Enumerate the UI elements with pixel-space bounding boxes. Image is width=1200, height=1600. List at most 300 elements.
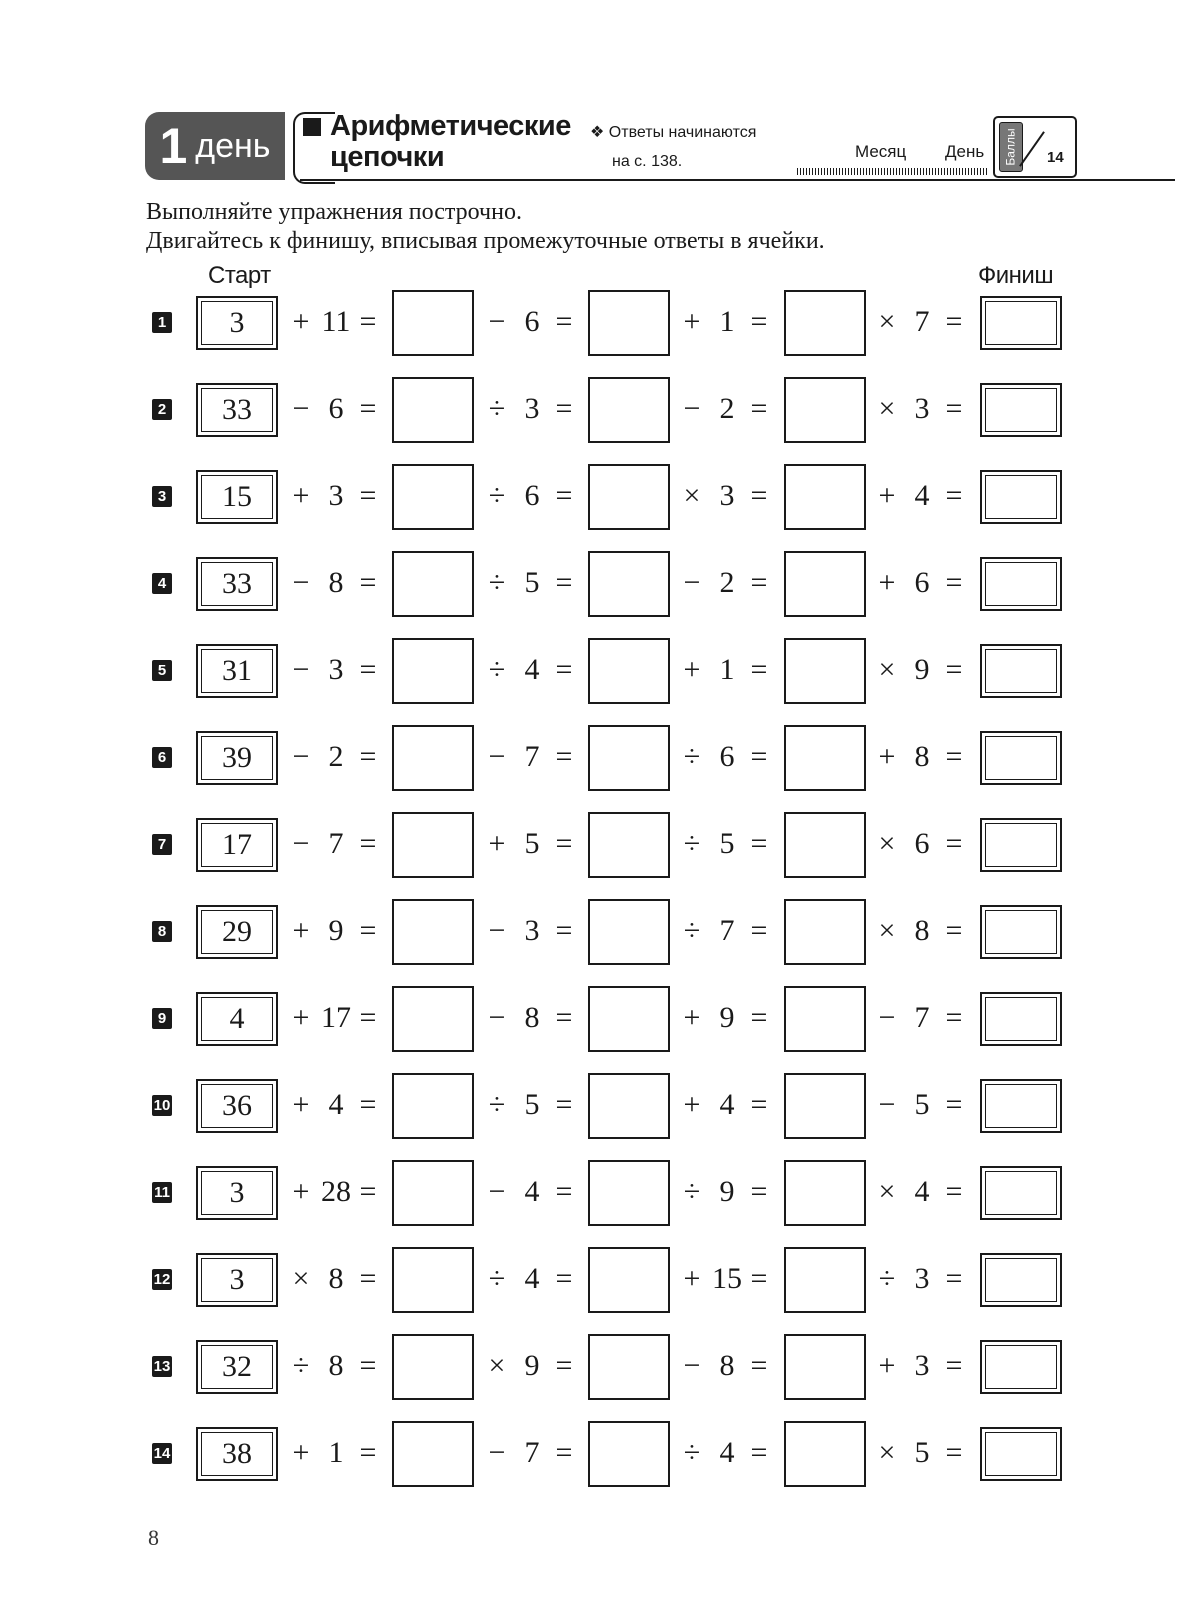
operand: 3 [914, 1349, 930, 1382]
operand: 5 [914, 1088, 930, 1121]
operation-3 [677, 650, 771, 690]
operator-symbol: − [878, 1001, 896, 1034]
operation-2 [482, 1433, 576, 1473]
row-number-badge: 14 [153, 1445, 171, 1462]
operation-2 [482, 302, 576, 342]
operator-symbol: − [683, 392, 701, 425]
answer-box-2[interactable] [588, 1334, 670, 1400]
operation-3 [677, 998, 771, 1038]
operand: 9 [524, 1349, 540, 1382]
exercise-row [0, 986, 1200, 1052]
operand: 5 [719, 827, 735, 860]
finish-answer-box[interactable] [980, 1253, 1062, 1307]
operator-symbol: − [683, 1349, 701, 1382]
operation-1 [286, 650, 380, 690]
operand: 5 [524, 1088, 540, 1121]
finish-answer-box[interactable] [980, 905, 1062, 959]
operator-symbol: + [292, 1001, 310, 1034]
operand: 3 [914, 1262, 930, 1295]
operator-symbol: + [683, 1001, 701, 1034]
equals-sign: = [359, 1175, 377, 1208]
title-line1: Арифметические [330, 110, 571, 142]
operation-1 [286, 737, 380, 777]
answer-box-2[interactable] [588, 812, 670, 878]
answer-box-2[interactable] [588, 551, 670, 617]
operation-1 [286, 302, 380, 342]
answer-box-3[interactable] [784, 290, 866, 356]
score-max: 14 [1047, 149, 1064, 166]
operand: 8 [914, 740, 930, 773]
answer-box-1[interactable] [392, 1334, 474, 1400]
operand: 5 [524, 566, 540, 599]
finish-answer-inner [985, 1432, 1057, 1476]
row-number-badge: 11 [152, 1182, 172, 1203]
answer-box-1[interactable] [392, 638, 474, 704]
operand: 5 [914, 1436, 930, 1469]
operand: 15 [712, 1262, 742, 1295]
finish-answer-inner [985, 1171, 1057, 1215]
operation-4 [872, 911, 966, 951]
equals-sign: = [750, 1001, 768, 1034]
equals-sign: = [750, 740, 768, 773]
equals-sign: = [750, 479, 768, 512]
start-value: 3 [201, 301, 273, 345]
operator-symbol: + [683, 653, 701, 686]
operand: 4 [719, 1088, 735, 1121]
finish-answer-inner [985, 562, 1057, 606]
equals-sign: = [750, 392, 768, 425]
operation-2 [482, 1259, 576, 1299]
answer-box-2[interactable] [588, 1247, 670, 1313]
equals-sign: = [359, 566, 377, 599]
row-number-badge: 5 [152, 660, 172, 681]
start-column-label: Старт [208, 262, 271, 289]
operation-2 [482, 998, 576, 1038]
operand: 17 [321, 1001, 351, 1034]
operator-symbol: ÷ [878, 1262, 896, 1295]
finish-answer-box[interactable] [980, 818, 1062, 872]
answer-box-3[interactable] [784, 464, 866, 530]
operand: 1 [719, 305, 735, 338]
operand: 2 [328, 740, 344, 773]
finish-answer-box[interactable] [980, 1340, 1062, 1394]
operation-3 [677, 1085, 771, 1125]
answer-box-1[interactable] [392, 290, 474, 356]
start-value-box [196, 383, 278, 437]
operation-3 [677, 563, 771, 603]
answer-box-1[interactable] [392, 899, 474, 965]
operand: 9 [914, 653, 930, 686]
operation-1 [286, 824, 380, 864]
start-value: 39 [201, 736, 273, 780]
operand: 8 [914, 914, 930, 947]
row-number-badge: 6 [152, 747, 172, 768]
title-line2: цепочки [330, 141, 445, 173]
operation-3 [677, 1346, 771, 1386]
answer-box-2[interactable] [588, 1160, 670, 1226]
answers-note-line2: на с. 138. [612, 153, 683, 170]
equals-sign: = [750, 914, 768, 947]
row-number-badge: 13 [153, 1358, 171, 1375]
finish-answer-inner [985, 1084, 1057, 1128]
answer-box-2[interactable] [588, 899, 670, 965]
answer-box-1[interactable] [392, 986, 474, 1052]
operand: 3 [914, 392, 930, 425]
equals-sign: = [359, 392, 377, 425]
operator-symbol: × [878, 392, 896, 425]
start-value-box [196, 1166, 278, 1220]
exercise-row [0, 725, 1200, 791]
operand: 5 [524, 827, 540, 860]
start-value: 38 [201, 1432, 273, 1476]
operand: 7 [914, 305, 930, 338]
equals-sign: = [750, 1088, 768, 1121]
operator-symbol: ÷ [683, 1175, 701, 1208]
start-value: 3 [201, 1171, 273, 1215]
finish-answer-box[interactable] [980, 731, 1062, 785]
finish-answer-inner [985, 388, 1057, 432]
answer-box-3[interactable] [784, 1421, 866, 1487]
operand: 8 [719, 1349, 735, 1382]
finish-answer-inner [985, 997, 1057, 1041]
finish-answer-box[interactable] [980, 1427, 1062, 1481]
start-value-box [196, 818, 278, 872]
operand: 4 [524, 653, 540, 686]
operator-symbol: − [292, 827, 310, 860]
operation-3 [677, 1259, 771, 1299]
operation-1 [286, 476, 380, 516]
row-number-badge: 1 [152, 312, 172, 333]
answer-box-2[interactable] [588, 986, 670, 1052]
operator-symbol: ÷ [683, 740, 701, 773]
equals-sign: = [359, 914, 377, 947]
operation-4 [872, 1433, 966, 1473]
equals-sign: = [359, 479, 377, 512]
equals-sign: = [750, 827, 768, 860]
operand: 2 [719, 392, 735, 425]
operand: 3 [719, 479, 735, 512]
operator-symbol: ÷ [488, 566, 506, 599]
operation-4 [872, 1172, 966, 1212]
answer-box-3[interactable] [784, 899, 866, 965]
start-value-box [196, 296, 278, 350]
operator-symbol: + [292, 914, 310, 947]
operation-3 [677, 389, 771, 429]
answer-box-2[interactable] [588, 1073, 670, 1139]
exercise-row [0, 812, 1200, 878]
operand: 4 [914, 1175, 930, 1208]
operator-symbol: × [878, 914, 896, 947]
answer-box-1[interactable] [392, 551, 474, 617]
operation-4 [872, 737, 966, 777]
finish-answer-inner [985, 475, 1057, 519]
score-label: Баллы [1004, 128, 1018, 166]
answer-box-2[interactable] [588, 725, 670, 791]
finish-answer-box[interactable] [980, 470, 1062, 524]
exercise-row [0, 1247, 1200, 1313]
operator-symbol: ÷ [292, 1349, 310, 1382]
operator-symbol: ÷ [488, 653, 506, 686]
operand: 8 [524, 1001, 540, 1034]
finish-answer-box[interactable] [980, 1166, 1062, 1220]
finish-answer-box[interactable] [980, 644, 1062, 698]
operand: 6 [524, 479, 540, 512]
answer-box-2[interactable] [588, 377, 670, 443]
finish-answer-box[interactable] [980, 1079, 1062, 1133]
operator-symbol: − [488, 1001, 506, 1034]
finish-answer-inner [985, 649, 1057, 693]
operand: 4 [328, 1088, 344, 1121]
exercise-row [0, 638, 1200, 704]
equals-sign: = [555, 1262, 573, 1295]
operator-symbol: + [292, 1175, 310, 1208]
operator-symbol: + [683, 1262, 701, 1295]
operator-symbol: ÷ [488, 1262, 506, 1295]
operator-symbol: + [292, 1088, 310, 1121]
operator-symbol: − [878, 1088, 896, 1121]
answer-box-3[interactable] [784, 1160, 866, 1226]
answer-box-2[interactable] [588, 638, 670, 704]
operand: 8 [328, 1262, 344, 1295]
operation-2 [482, 476, 576, 516]
equals-sign: = [945, 914, 963, 947]
start-value: 36 [201, 1084, 273, 1128]
operator-symbol: − [292, 566, 310, 599]
equals-sign: = [945, 1175, 963, 1208]
day-number: 1 [159, 118, 188, 174]
row-number-badge: 8 [152, 921, 172, 942]
operand: 11 [321, 305, 351, 338]
operation-2 [482, 389, 576, 429]
operand: 6 [328, 392, 344, 425]
operand: 7 [914, 1001, 930, 1034]
answer-box-3[interactable] [784, 377, 866, 443]
equals-sign: = [359, 1262, 377, 1295]
answer-box-2[interactable] [588, 1421, 670, 1487]
operator-symbol: ÷ [683, 827, 701, 860]
answer-box-1[interactable] [392, 1073, 474, 1139]
operation-2 [482, 737, 576, 777]
answer-box-1[interactable] [392, 725, 474, 791]
answer-box-1[interactable] [392, 1247, 474, 1313]
operand: 6 [719, 740, 735, 773]
equals-sign: = [359, 653, 377, 686]
answer-box-3[interactable] [784, 812, 866, 878]
page-number: 8 [148, 1525, 159, 1550]
row-number-badge: 9 [152, 1008, 172, 1029]
start-value-box [196, 557, 278, 611]
answer-box-3[interactable] [784, 1247, 866, 1313]
exercise-row [0, 551, 1200, 617]
operator-symbol: + [292, 1436, 310, 1469]
operand: 3 [328, 479, 344, 512]
start-value: 4 [201, 997, 273, 1041]
equals-sign: = [359, 1436, 377, 1469]
operand: 3 [524, 392, 540, 425]
operand: 8 [328, 1349, 344, 1382]
operation-3 [677, 911, 771, 951]
operation-2 [482, 1172, 576, 1212]
equals-sign: = [750, 305, 768, 338]
exercise-row [0, 464, 1200, 530]
answer-box-2[interactable] [588, 290, 670, 356]
finish-answer-inner [985, 1258, 1057, 1302]
start-value: 31 [201, 649, 273, 693]
operation-3 [677, 1433, 771, 1473]
operator-symbol: + [878, 740, 896, 773]
operation-3 [677, 1172, 771, 1212]
answer-box-1[interactable] [392, 377, 474, 443]
operator-symbol: + [292, 479, 310, 512]
operator-symbol: ÷ [488, 479, 506, 512]
operation-4 [872, 650, 966, 690]
operator-symbol: × [878, 1175, 896, 1208]
equals-sign: = [945, 392, 963, 425]
operator-symbol: − [488, 1436, 506, 1469]
operator-symbol: − [488, 914, 506, 947]
equals-sign: = [555, 1349, 573, 1382]
day-label: День [945, 142, 985, 161]
answer-box-3[interactable] [784, 725, 866, 791]
answer-box-1[interactable] [392, 1421, 474, 1487]
operator-symbol: × [878, 827, 896, 860]
instruction-line1: Выполняйте упражнения построчно. [146, 199, 522, 225]
equals-sign: = [555, 479, 573, 512]
start-value: 33 [201, 562, 273, 606]
finish-answer-inner [985, 910, 1057, 954]
month-label: Месяц [855, 142, 907, 161]
start-value-box [196, 905, 278, 959]
operation-2 [482, 563, 576, 603]
exercise-row [0, 1073, 1200, 1139]
start-value-box [196, 1427, 278, 1481]
operator-symbol: ÷ [488, 392, 506, 425]
operand: 9 [328, 914, 344, 947]
finish-answer-inner [985, 1345, 1057, 1389]
operator-symbol: × [488, 1349, 506, 1382]
operation-4 [872, 563, 966, 603]
start-value-box [196, 644, 278, 698]
equals-sign: = [945, 740, 963, 773]
operation-1 [286, 1346, 380, 1386]
equals-sign: = [555, 1088, 573, 1121]
operation-2 [482, 1346, 576, 1386]
answer-box-2[interactable] [588, 464, 670, 530]
operand: 7 [524, 740, 540, 773]
equals-sign: = [750, 1349, 768, 1382]
operator-symbol: + [488, 827, 506, 860]
start-value-box [196, 470, 278, 524]
equals-sign: = [945, 653, 963, 686]
operator-symbol: − [292, 653, 310, 686]
operation-4 [872, 1085, 966, 1125]
finish-answer-box[interactable] [980, 296, 1062, 350]
answer-box-3[interactable] [784, 986, 866, 1052]
row-number-badge: 3 [152, 486, 172, 507]
operand: 2 [719, 566, 735, 599]
operand: 4 [524, 1262, 540, 1295]
answers-note-line1: ❖ Ответы начинаются [590, 124, 757, 141]
finish-answer-inner [985, 823, 1057, 867]
operation-2 [482, 650, 576, 690]
operand: 3 [524, 914, 540, 947]
operand: 4 [719, 1436, 735, 1469]
start-value-box [196, 731, 278, 785]
equals-sign: = [555, 392, 573, 425]
finish-answer-inner [985, 736, 1057, 780]
operand: 6 [524, 305, 540, 338]
answer-box-3[interactable] [784, 1073, 866, 1139]
start-value: 17 [201, 823, 273, 867]
equals-sign: = [555, 1001, 573, 1034]
operand: 1 [328, 1436, 344, 1469]
exercise-row [0, 1334, 1200, 1400]
finish-answer-box[interactable] [980, 992, 1062, 1046]
operand: 4 [524, 1175, 540, 1208]
equals-sign: = [555, 1436, 573, 1469]
equals-sign: = [750, 566, 768, 599]
equals-sign: = [945, 1262, 963, 1295]
answer-box-3[interactable] [784, 551, 866, 617]
exercise-row [0, 899, 1200, 965]
operation-4 [872, 824, 966, 864]
operation-2 [482, 911, 576, 951]
start-value-box [196, 992, 278, 1046]
start-value: 29 [201, 910, 273, 954]
operation-1 [286, 1433, 380, 1473]
operation-4 [872, 998, 966, 1038]
operator-symbol: ÷ [488, 1088, 506, 1121]
operation-4 [872, 1346, 966, 1386]
operation-3 [677, 302, 771, 342]
finish-answer-box[interactable] [980, 383, 1062, 437]
operation-1 [286, 389, 380, 429]
operation-1 [286, 1172, 380, 1212]
answer-box-1[interactable] [392, 812, 474, 878]
equals-sign: = [945, 1436, 963, 1469]
equals-sign: = [359, 827, 377, 860]
equals-sign: = [555, 914, 573, 947]
row-number-badge: 7 [152, 834, 172, 855]
operator-symbol: + [878, 1349, 896, 1382]
operation-4 [872, 476, 966, 516]
operation-1 [286, 1259, 380, 1299]
answer-box-1[interactable] [392, 464, 474, 530]
answer-box-1[interactable] [392, 1160, 474, 1226]
operand: 7 [328, 827, 344, 860]
operation-3 [677, 824, 771, 864]
operation-3 [677, 737, 771, 777]
row-number-badge: 4 [152, 573, 172, 594]
operand: 7 [524, 1436, 540, 1469]
operator-symbol: − [292, 740, 310, 773]
equals-sign: = [555, 305, 573, 338]
equals-sign: = [555, 827, 573, 860]
operand: 4 [914, 479, 930, 512]
start-value: 3 [201, 1258, 273, 1302]
operation-1 [286, 911, 380, 951]
finish-answer-box[interactable] [980, 557, 1062, 611]
operation-4 [872, 302, 966, 342]
equals-sign: = [945, 479, 963, 512]
operator-symbol: × [292, 1262, 310, 1295]
operation-2 [482, 824, 576, 864]
operation-2 [482, 1085, 576, 1125]
operand: 9 [719, 1175, 735, 1208]
operation-1 [286, 563, 380, 603]
answer-box-3[interactable] [784, 1334, 866, 1400]
answer-box-3[interactable] [784, 638, 866, 704]
